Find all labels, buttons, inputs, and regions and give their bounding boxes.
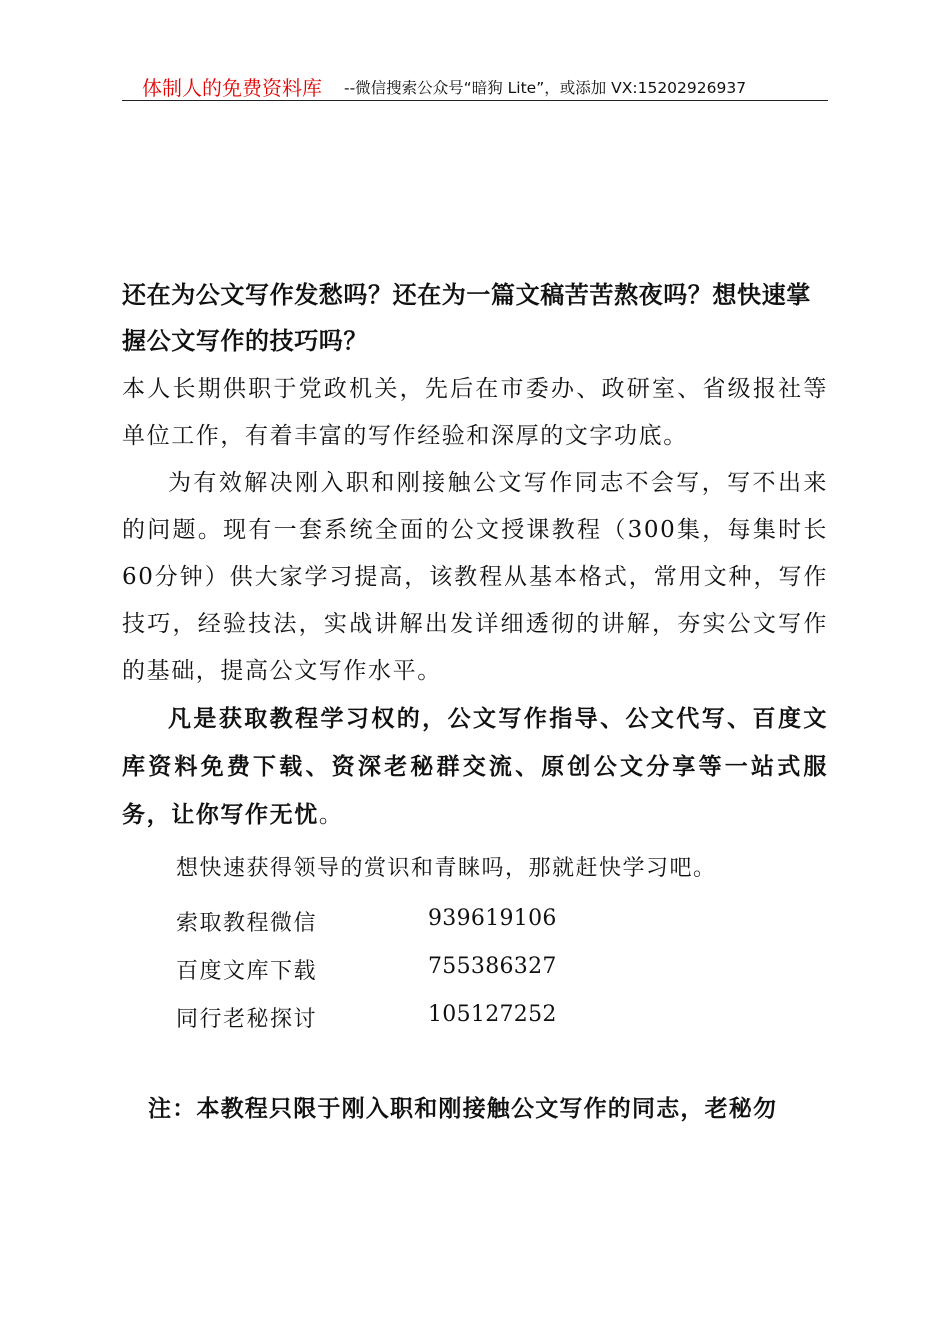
header-tagline: --微信搜索公众号“暗狗 Lite”，或添加 VX:15202926937 <box>344 79 747 97</box>
document-body <box>122 272 828 839</box>
services-text: 凡是获取教程学习权的，公文写作指导、公文代写、百度文库资料免费下载、资深老秘群交流、原创公文分享等一站式服务，让你写作无忧 <box>122 705 828 828</box>
contact-label: 索取教程微信 <box>176 911 318 936</box>
contact-label: 百度文库下载 <box>176 959 318 984</box>
contact-value: 105127252 <box>428 1002 557 1027</box>
contact-row-wenku <box>176 954 557 985</box>
contact-value: 755386327 <box>428 954 557 979</box>
course-paragraph: 为有效解决刚入职和刚接触公文写作同志不会写，写不出来的问题。现有一套系统全面的公文授课教程（300集，每集时长60分钟）供大家学习提高，该教程从基本格式，常用文种，写作技巧，经验技法，实战讲解出发详细透彻的讲解，夯实公文写作的基础，提高公文写作水平。 <box>122 470 828 684</box>
contact-value: 939619106 <box>428 906 557 931</box>
question-heading: 还在为公文写作发愁吗？还在为一篇文稿苦苦熬夜吗？想快速掌握公文写作的技巧吗？ <box>122 280 811 355</box>
contact-intro: 想快速获得领导的赏识和青睐吗，那就赶快学习吧。 <box>176 856 717 881</box>
note-text: 注：本教程只限于刚入职和刚接触公文写作的同志，老秘勿 <box>148 1095 778 1122</box>
contact-label: 同行老秘探讨 <box>176 1007 318 1032</box>
brand-title: 体制人的免费资料库 <box>142 76 322 100</box>
services-period: 。 <box>318 802 344 828</box>
services-paragraph <box>122 695 828 839</box>
contact-row-wechat <box>176 906 557 937</box>
intro-paragraph: 本人长期供职于党政机关，先后在市委办、政研室、省级报社等单位工作，有着丰富的写作经验和深厚的文字功底。 <box>122 376 828 449</box>
contact-row-peers <box>176 1002 557 1033</box>
page-header <box>122 72 828 101</box>
